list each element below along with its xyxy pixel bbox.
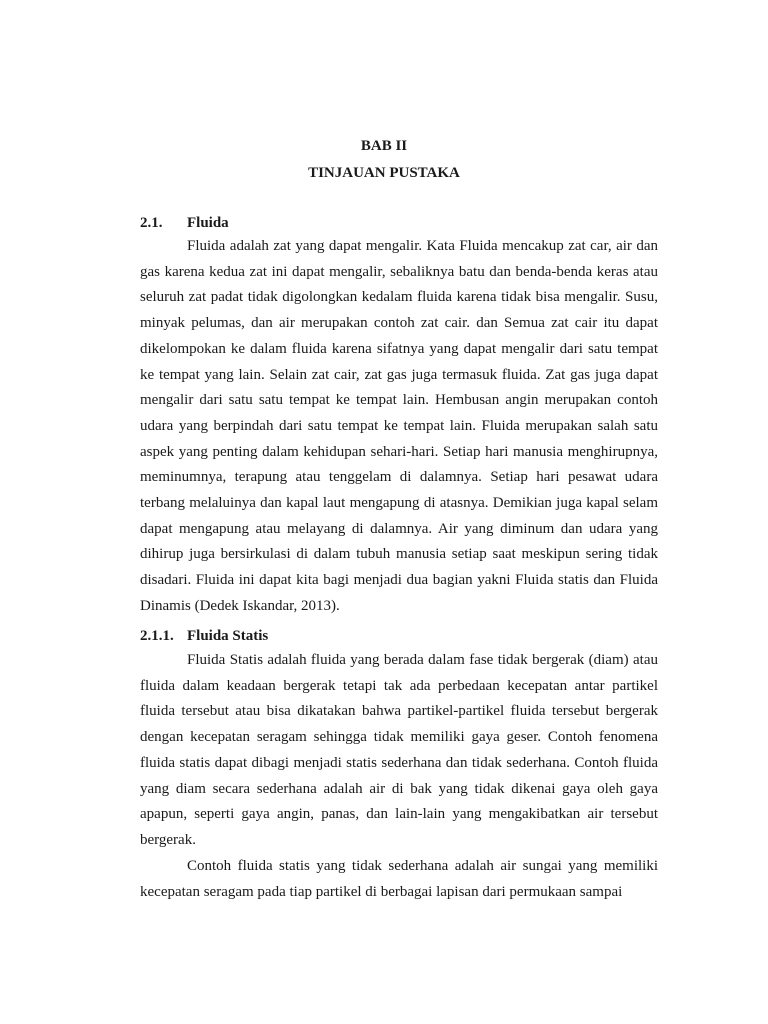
section-number: 2.1. — [140, 215, 163, 231]
section-number: 2.1.1. — [140, 628, 174, 644]
paragraph-fluida-statis-1: Fluida Statis adalah fluida yang berada dalam fase tidak bergerak (diam) atau fluida dalam keadaan bergerak tetapi tak ada perbedaan kecepatan antar partikel fluida tersebut atau bisa dikatakan bahwa partikel-partikel fluida tersebut bergerak dengan kecepatan seragam sehingga tidak memiliki gaya geser. Contoh fenomena fluida statis dapat dibagi menjadi statis sederhana dan tidak sederhana. Contoh fluida yang diam secara sederhana adalah air di bak yang tidak dikenai gaya oleh gaya apapun, seperti gaya angin, panas, dan lain-lain yang mengakibatkan air tersebut bergerak. — [140, 652, 658, 848]
paragraph-fluida-statis-2: Contoh fluida statis yang tidak sederhana adalah air sungai yang memiliki kecepatan seragam pada tiap partikel di berbagai lapisan dari permukaan sampai — [140, 858, 658, 900]
chapter-title: TINJAUAN PUSTAKA — [308, 165, 460, 181]
section-heading-fluida-statis — [140, 627, 268, 645]
section-heading-fluida — [140, 214, 229, 232]
section-title: Fluida Statis — [187, 628, 269, 644]
section-title: Fluida — [187, 215, 229, 231]
paragraph-fluida: Fluida adalah zat yang dapat mengalir. Kata Fluida mencakup zat car, air dan gas karena kedua zat ini dapat mengalir, sebaliknya batu dan benda-benda keras atau seluruh zat padat tidak digolongkan kedalam fluida karena tidak bisa mengalir. Susu, minyak pelumas, dan air merupakan contoh zat cair. dan Semua zat cair itu dapat dikelompokan ke dalam fluida karena sifatnya yang dapat mengalir dari satu tempat ke tempat yang lain. Selain zat cair, zat gas juga termasuk fluida. Zat gas juga dapat mengalir dari satu satu tempat ke tempat lain. Hembusan angin merupakan contoh udara yang berpindah dari satu tempat ke tempat lain. Fluida merupakan salah satu aspek yang penting dalam kehidupan sehari-hari. Setiap hari manusia menghirupnya, meminumnya, terapung atau tenggelam di dalamnya. Setiap hari pesawat udara terbang melaluinya dan kapal laut mengapung di atasnya. Demikian juga kapal selam dapat mengapung atau melayang di dalamnya. Air yang diminum dan udara yang dihirup juga bersirkulasi di dalam tubuh manusia setiap saat meskipun sering tidak disadari. Fluida ini dapat kita bagi menjadi dua bagian yakni Fluida statis dan Fluida Dinamis (Dedek Iskandar, 2013). — [140, 238, 658, 614]
chapter-number: BAB II — [360, 138, 408, 154]
